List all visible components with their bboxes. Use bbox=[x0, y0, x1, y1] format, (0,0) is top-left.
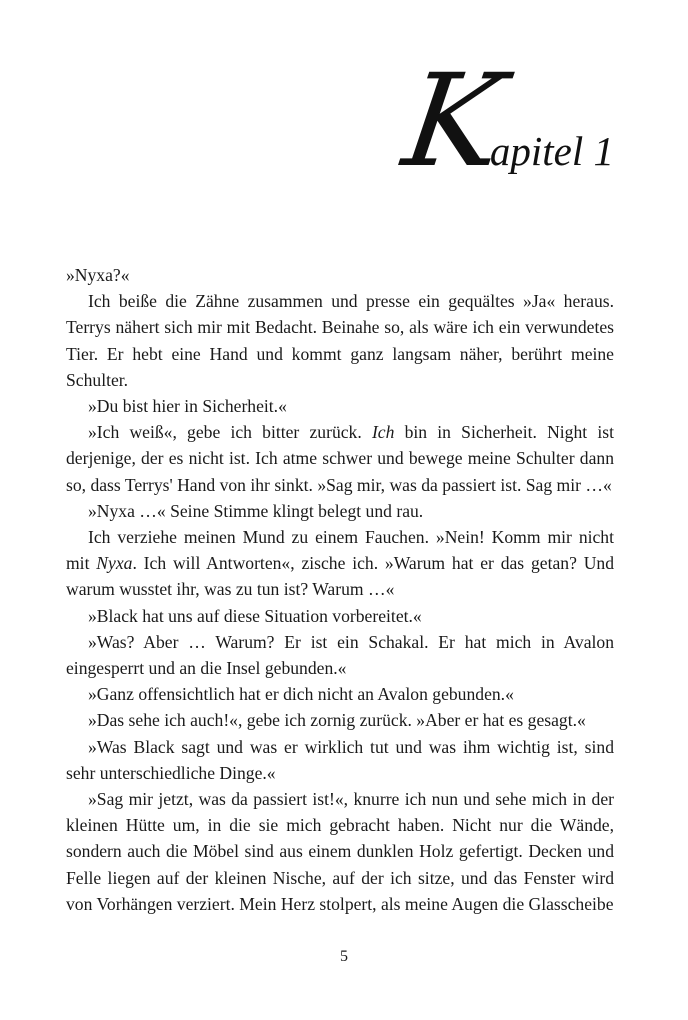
body-text bbox=[66, 262, 614, 917]
chapter-initial: K bbox=[395, 47, 507, 196]
page-number: 5 bbox=[340, 948, 348, 965]
paragraph bbox=[66, 603, 614, 629]
emphasis-text: Ich bbox=[371, 422, 395, 443]
text-segment: »Nyxa?« bbox=[66, 265, 130, 285]
text-segment: »Was Black sagt und was er wirklich tut und was ihm wichtig ist, sind sehr unterschiedliche Dinge.« bbox=[66, 736, 614, 783]
text-segment: »Sag mir jetzt, was da passiert ist!«, knurre ich nun und sehe mich in der kleinen Hütte um, in die sie mich gebracht haben. Nicht nur die Wände, sondern auch die Möbel sind aus einem dunklen Holz gefertigt. Decken und Felle liegen auf der kleinen Nische, auf der ich sitze, und das Fenster wird von Vorhängen verziert. Mein Herz stolpert, als meine Augen die Glasscheibe bbox=[66, 789, 614, 914]
paragraph bbox=[66, 419, 614, 498]
text-segment: »Was? Aber … Warum? Er ist ein Schakal. Er hat mich in Avalon eingesperrt und an die Insel gebunden.« bbox=[66, 631, 614, 679]
text-segment: bin in Sicherheit. Night ist derjenige, der es nicht ist. Ich atme schwer und bewege meine Schulter dann so, dass Terrys' Hand von ihr sinkt. »Sag mir, was da passiert ist. Sag mir …« bbox=[66, 422, 614, 495]
text-segment: »Ganz offensichtlich hat er dich nicht an Avalon gebunden.« bbox=[88, 684, 514, 705]
text-segment: »Black hat uns auf diese Situation vorbereitet.« bbox=[88, 605, 422, 626]
paragraph bbox=[66, 681, 614, 707]
emphasis-text: Nyxa bbox=[96, 553, 133, 574]
text-segment: »Du bist hier in Sicherheit.« bbox=[88, 396, 287, 417]
text-segment: . Ich will Antworten«, zische ich. »Warum hat er das getan? Und warum wusstet ihr, was zu tun ist? Warum …« bbox=[66, 553, 614, 600]
paragraph bbox=[66, 734, 614, 786]
paragraph bbox=[66, 288, 614, 393]
paragraph bbox=[66, 393, 614, 419]
paragraph bbox=[66, 262, 614, 288]
chapter-title-rest: apitel 1 bbox=[489, 128, 614, 174]
paragraph bbox=[66, 524, 614, 603]
chapter-heading bbox=[395, 47, 614, 196]
text-segment: »Das sehe ich auch!«, gebe ich zornig zurück. »Aber er hat es gesagt.« bbox=[88, 710, 586, 731]
paragraph bbox=[66, 498, 614, 524]
text-segment: Ich verziehe meinen Mund zu einem Fauchen. »Nein! Komm mir nicht mit bbox=[66, 527, 614, 574]
text-segment: »Nyxa …« Seine Stimme klingt belegt und rau. bbox=[88, 500, 424, 521]
text-segment: Ich beiße die Zähne zusammen und presse ein gequältes »Ja« heraus. Terrys nähert sich mir mit Bedacht. Beinahe so, als wäre ich ein verwundetes Tier. Er hebt eine Hand und kommt ganz langsam näher, berührt meine Schulter. bbox=[66, 291, 614, 390]
paragraph bbox=[66, 707, 614, 733]
paragraph bbox=[66, 629, 614, 681]
paragraph bbox=[66, 786, 614, 917]
text-segment: »Ich weiß«, gebe ich bitter zurück. bbox=[88, 422, 372, 443]
